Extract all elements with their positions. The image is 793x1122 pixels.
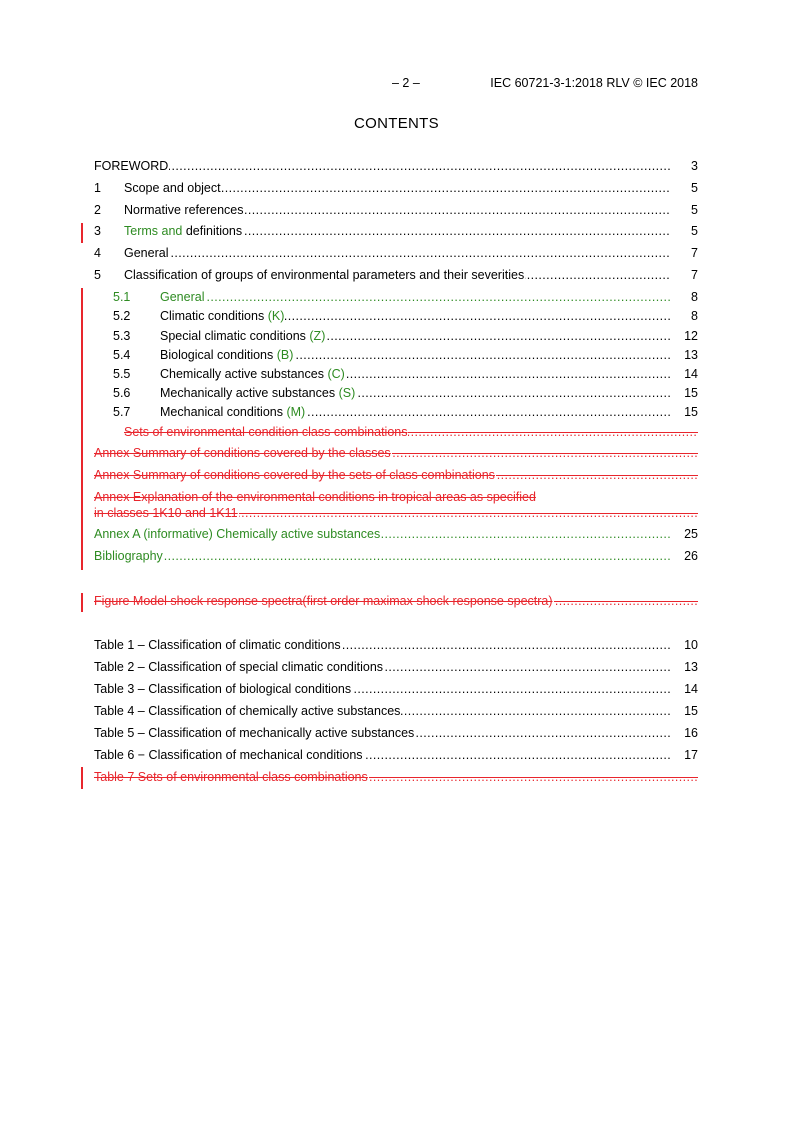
toc-entry-general[interactable]	[94, 245, 698, 262]
toc-deleted-label: in classes 1K10 and 1K11	[94, 506, 238, 520]
toc-entry-5-7[interactable]	[94, 404, 698, 421]
toc-section-number: 5.1	[113, 290, 131, 304]
toc-entry-label: Table 6 − Classification of mechanical conditions	[94, 748, 363, 762]
toc-section-number: 1	[94, 181, 101, 195]
toc-entry-label: General	[124, 246, 169, 260]
toc-page-number: 7	[691, 246, 698, 260]
toc-entry-table-6[interactable]	[94, 747, 698, 764]
toc-added-text: Terms and	[124, 224, 183, 238]
change-bar	[81, 767, 83, 789]
toc-deleted-label: Sets of environmental condition class combinations	[124, 425, 408, 439]
page-number: – 2 –	[392, 76, 420, 90]
toc-section-number: 5.2	[113, 309, 131, 323]
toc-entry-label: Special climatic conditions	[160, 329, 306, 343]
toc-entry-label: Table 3 – Classification of biological conditions	[94, 682, 352, 696]
toc-entry-table-3[interactable]	[94, 681, 698, 698]
toc-entry-label: FOREWORD	[94, 159, 169, 173]
toc-entry-foreword[interactable]	[94, 158, 698, 175]
toc-deleted-label: Annex Summary of conditions covered by the sets of class combinations	[94, 468, 495, 482]
change-bar	[81, 288, 83, 570]
toc-page-number: 26	[684, 549, 698, 563]
toc-deleted-label: Annex Summary of conditions covered by the classes	[94, 446, 391, 460]
toc-entry-label: definitions	[185, 224, 243, 238]
toc-added-text: (K)	[267, 309, 285, 323]
toc-entry-normative-references[interactable]	[94, 202, 698, 219]
toc-deleted-entry	[94, 489, 698, 523]
toc-entry-label: Table 5 – Classification of mechanically active substances	[94, 726, 415, 740]
toc-entry-table-1[interactable]	[94, 637, 698, 654]
toc-entry-scope[interactable]	[94, 180, 698, 197]
toc-section-number: 4	[94, 246, 101, 260]
toc-entry-5-3[interactable]	[94, 328, 698, 345]
toc-entry-label: Annex A (informative) Chemically active substances	[94, 527, 381, 541]
toc-entry-terms-definitions[interactable]	[94, 223, 698, 240]
toc-deleted-entry	[94, 424, 698, 441]
toc-entry-5-1[interactable]	[94, 289, 698, 306]
toc-entry-annex-a[interactable]	[94, 526, 698, 543]
toc-page-number: 5	[691, 203, 698, 217]
toc-deleted-entry	[94, 445, 698, 462]
toc-deleted-label: Annex Explanation of the environmental conditions in tropical areas as specified	[94, 490, 536, 504]
toc-entry-label: Biological conditions	[160, 348, 274, 362]
toc-entry-label: Table 4 – Classification of chemically active substances	[94, 704, 401, 718]
toc-section-number: 5.6	[113, 386, 131, 400]
toc-entry-label: Classification of groups of environmental parameters and their severities	[124, 268, 525, 282]
toc-page-number: 5	[691, 224, 698, 238]
toc-entry-5-2[interactable]	[94, 308, 698, 325]
toc-page-number: 12	[684, 329, 698, 343]
toc-deleted-label: Figure Model shock response spectra(first order maximax shock response spectra)	[94, 594, 553, 608]
toc-page-number: 7	[691, 268, 698, 282]
toc-page-number: 8	[691, 290, 698, 304]
toc-page-number: 14	[684, 682, 698, 696]
toc-entry-label: Climatic conditions	[160, 309, 265, 323]
toc-page-number: 3	[691, 159, 698, 173]
toc-section-number: 2	[94, 203, 101, 217]
contents-title: CONTENTS	[354, 115, 439, 132]
toc-entry-classification[interactable]	[94, 267, 698, 284]
toc-section-number: 5	[94, 268, 101, 282]
toc-deleted-entry	[94, 467, 698, 484]
toc-page-number: 13	[684, 348, 698, 362]
toc-entry-5-5[interactable]	[94, 366, 698, 383]
toc-page-number: 10	[684, 638, 698, 652]
toc-added-text: (C)	[327, 367, 345, 381]
toc-entry-label: Mechanically active substances	[160, 386, 336, 400]
toc-page-number: 15	[684, 386, 698, 400]
toc-entry-table-5[interactable]	[94, 725, 698, 742]
toc-entry-5-6[interactable]	[94, 385, 698, 402]
toc-deleted-label: Table 7 Sets of environmental class combinations	[94, 770, 368, 784]
toc-added-text: (S)	[338, 386, 356, 400]
toc-page-number: 5	[691, 181, 698, 195]
toc-entry-label: Bibliography	[94, 549, 163, 563]
toc-added-text: (M)	[286, 405, 306, 419]
change-bar	[81, 593, 83, 612]
toc-entry-table-4[interactable]	[94, 703, 698, 720]
toc-entry-label: Mechanical conditions	[160, 405, 283, 419]
toc-page-number: 13	[684, 660, 698, 674]
toc-page-number: 14	[684, 367, 698, 381]
toc-deleted-entry	[94, 769, 698, 786]
toc-entry-label: Table 1 – Classification of climatic conditions	[94, 638, 341, 652]
toc-page-number: 16	[684, 726, 698, 740]
toc-added-text: (Z)	[309, 329, 326, 343]
toc-page-number: 8	[691, 309, 698, 323]
toc-section-number: 5.5	[113, 367, 131, 381]
toc-page-number: 25	[684, 527, 698, 541]
toc-section-number: 5.4	[113, 348, 131, 362]
toc-section-number: 5.7	[113, 405, 131, 419]
toc-section-number: 5.3	[113, 329, 131, 343]
toc-entry-label: General	[160, 290, 205, 304]
toc-entry-5-4[interactable]	[94, 347, 698, 364]
toc-section-number: 3	[94, 224, 101, 238]
change-bar	[81, 223, 83, 243]
page-header	[94, 76, 698, 92]
toc-entry-label: Chemically active substances	[160, 367, 324, 381]
toc-page-number: 15	[684, 405, 698, 419]
toc-page-number: 17	[684, 748, 698, 762]
toc-added-text: (B)	[276, 348, 294, 362]
toc-entry-table-2[interactable]	[94, 659, 698, 676]
toc-entry-label: Scope and object	[124, 181, 221, 195]
toc-entry-label: Normative references	[124, 203, 244, 217]
toc-entry-bibliography[interactable]	[94, 548, 698, 565]
toc-deleted-entry	[94, 593, 698, 610]
document-id: IEC 60721-3-1:2018 RLV © IEC 2018	[490, 76, 698, 90]
toc-entry-label: Table 2 – Classification of special climatic conditions	[94, 660, 384, 674]
toc-page-number: 15	[684, 704, 698, 718]
